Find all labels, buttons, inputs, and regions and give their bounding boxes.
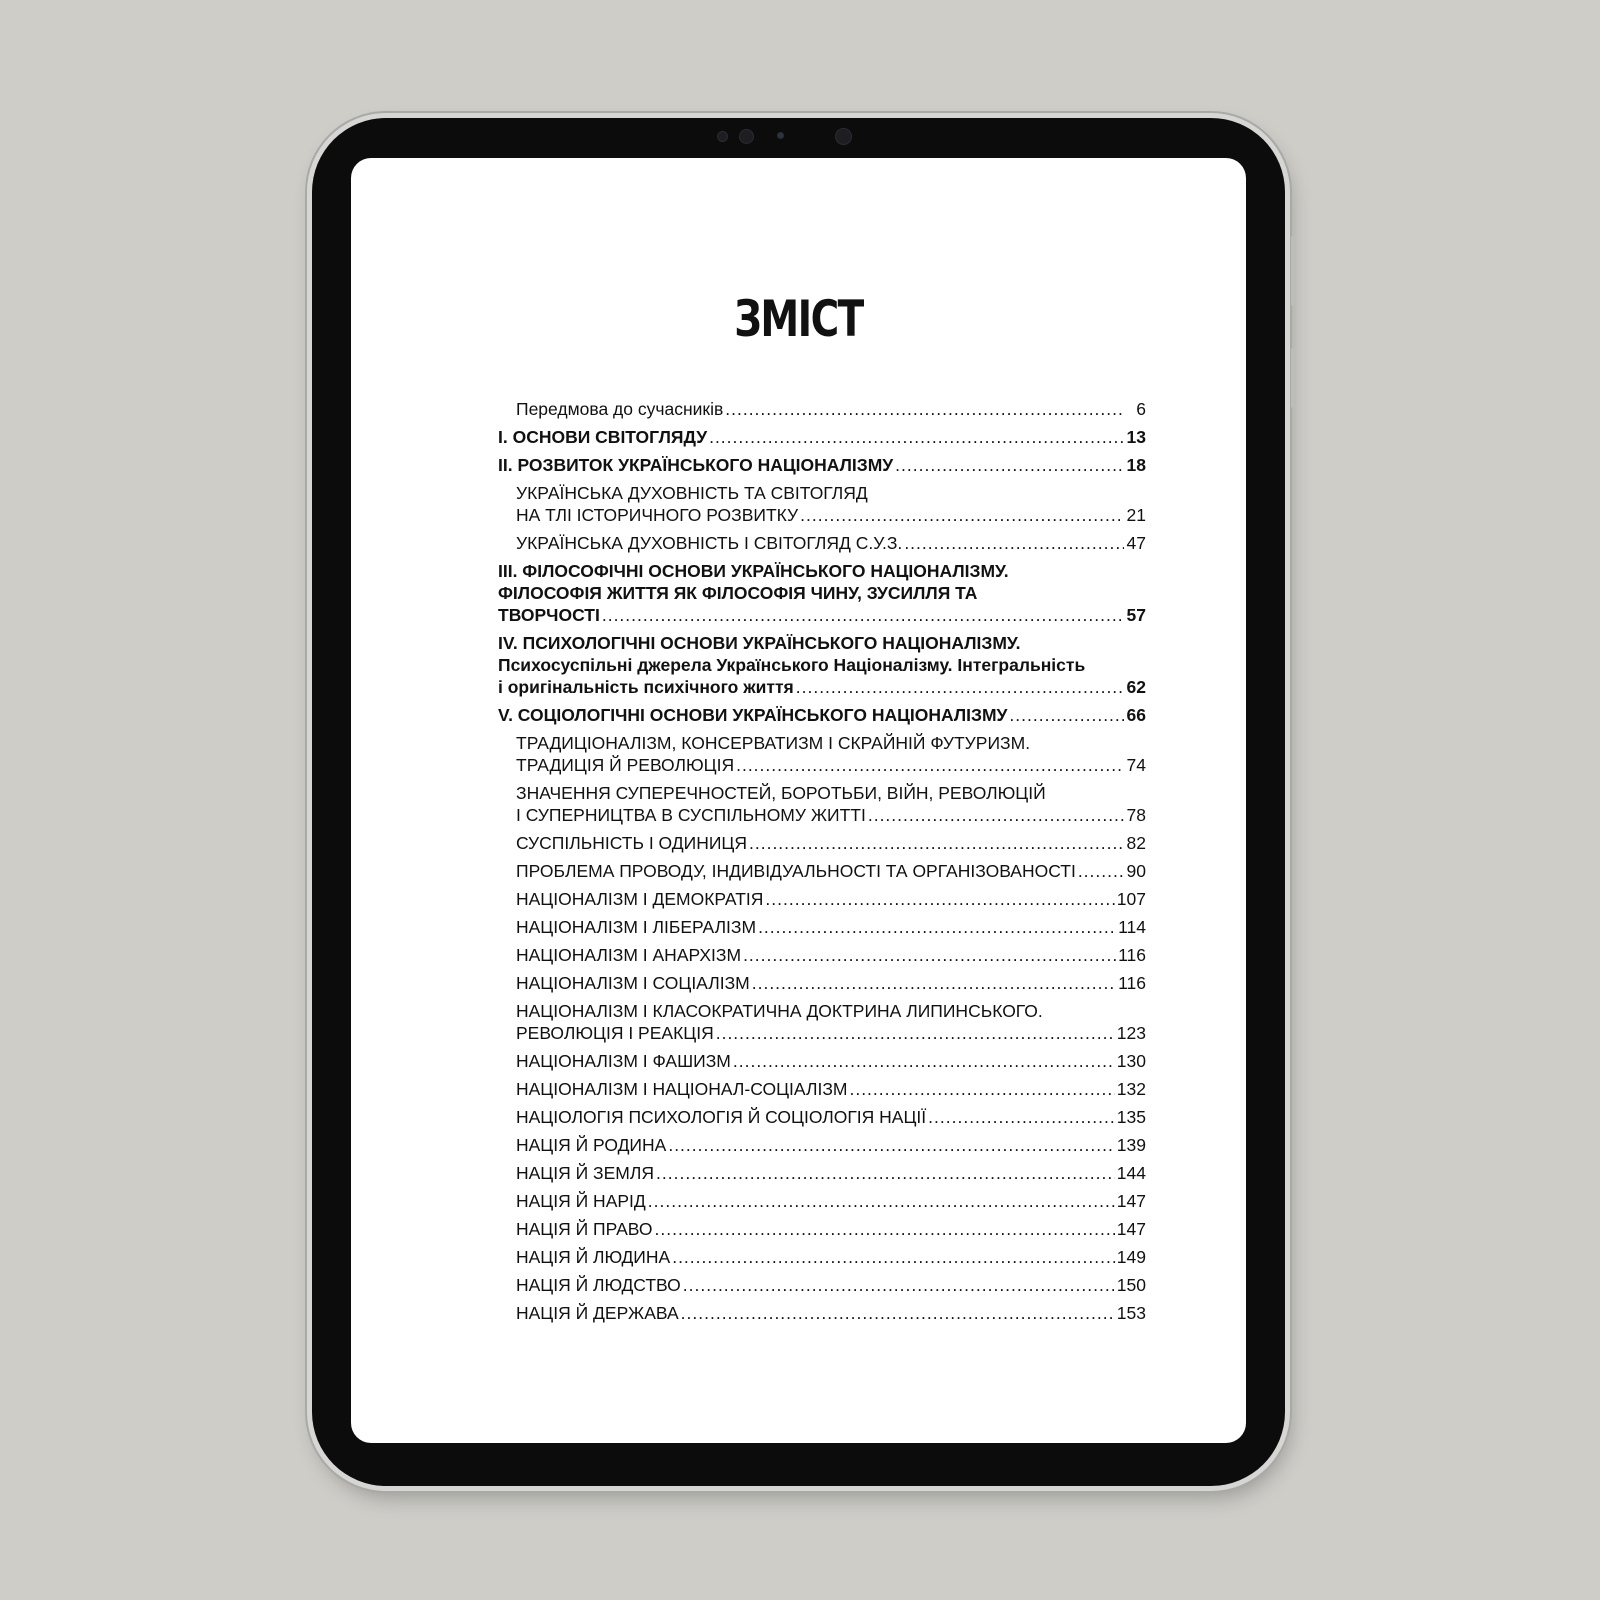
dot-leader xyxy=(1078,860,1124,882)
toc-page-number: 116 xyxy=(1118,973,1146,993)
toc-entry-title: НАЦІЯ Й НАРІД xyxy=(516,1191,646,1211)
dot-leader xyxy=(1009,704,1124,726)
dot-leader xyxy=(733,1050,1115,1072)
toc-entry-title: НА ТЛІ ІСТОРИЧНОГО РОЗВИТКУ xyxy=(516,505,799,525)
toc-entry-title: СУСПІЛЬНІСТЬ І ОДИНИЦЯ xyxy=(516,833,747,853)
toc-entry-title: НАЦІОНАЛІЗМ І АНАРХІЗМ xyxy=(516,945,742,965)
sensor-icon xyxy=(739,129,754,144)
toc-entry-title: ПРОБЛЕМА ПРОВОДУ, ІНДИВІДУАЛЬНОСТІ ТА ОРГАНІЗОВАНОСТІ xyxy=(516,861,1076,881)
dot-leader xyxy=(725,398,1124,420)
dot-leader xyxy=(681,1302,1115,1324)
tablet-screen xyxy=(351,158,1246,1443)
page-title: ЗМІСТ xyxy=(734,290,863,348)
toc-entry[interactable] xyxy=(498,944,1146,966)
power-button xyxy=(1291,236,1296,306)
toc-entry-line: Психосуспільні джерела Українського Націоналізму. Інтегральність xyxy=(498,655,1086,675)
toc-entry-title: НАЦІОНАЛІЗМ І ДЕМОКРАТІЯ xyxy=(516,889,764,909)
toc-entry-title: НАЦІЯ Й РОДИНА xyxy=(516,1135,667,1155)
camera-icon xyxy=(835,128,852,145)
toc-page-number: 149 xyxy=(1116,1247,1146,1267)
dot-leader xyxy=(800,504,1124,526)
toc-entry-title: НАЦІОНАЛІЗМ І ЛІБЕРАЛІЗМ xyxy=(516,917,757,937)
toc-entry[interactable] xyxy=(498,454,1146,476)
toc-entry-title: НАЦІЯ Й ДЕРЖАВА xyxy=(516,1303,679,1323)
toc-entry-last-line xyxy=(516,1134,1146,1156)
toc-entry-last-line xyxy=(516,832,1146,854)
toc-page-number: 47 xyxy=(1126,533,1146,553)
toc-entry[interactable] xyxy=(498,426,1146,448)
toc-entry-line: УКРАЇНСЬКА ДУХОВНІСТЬ ТА СВІТОГЛЯД xyxy=(516,483,868,503)
toc-entry-last-line xyxy=(516,504,1146,526)
dot-leader xyxy=(683,1274,1115,1296)
toc-entry-title: НАЦІЯ Й ПРАВО xyxy=(516,1219,653,1239)
toc-entry-last-line xyxy=(516,1022,1146,1044)
toc-entry-last-line xyxy=(516,972,1146,994)
toc-entry[interactable] xyxy=(498,1000,1146,1044)
toc-entry[interactable] xyxy=(498,832,1146,854)
toc-page-number: 150 xyxy=(1116,1275,1146,1295)
toc-entry-last-line xyxy=(516,1190,1146,1212)
toc-page-number: 74 xyxy=(1126,755,1146,775)
toc-entry-title: НАЦІОНАЛІЗМ І НАЦІОНАЛ-СОЦІАЛІЗМ xyxy=(516,1079,848,1099)
toc-entry[interactable] xyxy=(498,782,1146,826)
toc-entry-title: ТРАДИЦІЯ Й РЕВОЛЮЦІЯ xyxy=(516,755,735,775)
toc-page-number: 82 xyxy=(1126,833,1146,853)
toc-entry-title: Передмова до сучасників xyxy=(516,399,724,419)
volume-button xyxy=(1291,348,1296,408)
toc-page-number: 132 xyxy=(1116,1079,1146,1099)
toc-page-number: 13 xyxy=(1126,427,1146,447)
toc-entry[interactable] xyxy=(498,972,1146,994)
toc-entry-title: І. ОСНОВИ СВІТОГЛЯДУ xyxy=(498,427,708,447)
dot-leader xyxy=(668,1134,1114,1156)
toc-page-number: 144 xyxy=(1116,1163,1146,1183)
dot-leader xyxy=(655,1218,1115,1240)
toc-entry[interactable] xyxy=(498,1050,1146,1072)
toc-entry-title: НАЦІЯ Й ЛЮДСТВО xyxy=(516,1275,681,1295)
toc-entry-line: НАЦІОНАЛІЗМ І КЛАСОКРАТИЧНА ДОКТРИНА ЛИПИНСЬКОГО. xyxy=(516,1001,1043,1021)
toc-entry-title: УКРАЇНСЬКА ДУХОВНІСТЬ І СВІТОГЛЯД С.У.З. xyxy=(516,533,903,553)
toc-entry-title: ТВОРЧОСТІ xyxy=(498,605,600,625)
dot-leader xyxy=(709,426,1124,448)
toc-entry-last-line xyxy=(516,804,1146,826)
toc-entry-last-line xyxy=(516,1218,1146,1240)
toc-entry[interactable] xyxy=(498,1162,1146,1184)
toc-entry-last-line xyxy=(516,860,1146,882)
toc-page-number: 123 xyxy=(1116,1023,1146,1043)
toc-entry[interactable] xyxy=(498,888,1146,910)
toc-entry-last-line xyxy=(498,454,1146,476)
toc-entry-title: НАЦІЯ Й ЗЕМЛЯ xyxy=(516,1163,655,1183)
toc-entry[interactable] xyxy=(498,1190,1146,1212)
toc-entry-last-line xyxy=(516,1302,1146,1324)
dot-leader xyxy=(868,804,1124,826)
toc-entry-line: ІІІ. ФІЛОСОФІЧНІ ОСНОВИ УКРАЇНСЬКОГО НАЦІОНАЛІЗМУ. xyxy=(498,561,1009,581)
toc-page-number: 147 xyxy=(1116,1219,1146,1239)
dot-leader xyxy=(648,1190,1115,1212)
toc-entry-title: НАЦІОНАЛІЗМ І ФАШИЗМ xyxy=(516,1051,731,1071)
toc-entry-title: і оригінальність психічного життя xyxy=(498,677,794,697)
toc-entry-title: РЕВОЛЮЦІЯ І РЕАКЦІЯ xyxy=(516,1023,714,1043)
toc-entry-line: ЗНАЧЕННЯ СУПЕРЕЧНОСТЕЙ, БОРОТЬБИ, ВІЙН, РЕВОЛЮЦІЙ xyxy=(516,783,1046,803)
toc-page-number: 66 xyxy=(1126,705,1146,725)
toc-page-number: 114 xyxy=(1118,917,1146,937)
camera-bar xyxy=(312,127,1285,147)
toc-entry-title: І СУПЕРНИЦТВА В СУСПІЛЬНОМУ ЖИТТІ xyxy=(516,805,866,825)
table-of-contents xyxy=(498,398,1146,1330)
sensor-icon xyxy=(717,131,728,142)
toc-entry-line: ФІЛОСОФІЯ ЖИТТЯ ЯК ФІЛОСОФІЯ ЧИНУ, ЗУСИЛЛЯ ТА xyxy=(498,583,978,603)
dot-leader xyxy=(602,604,1124,626)
toc-entry[interactable] xyxy=(498,482,1146,526)
toc-page-number: 18 xyxy=(1126,455,1146,475)
dot-leader xyxy=(849,1078,1114,1100)
tablet-device xyxy=(312,118,1285,1486)
dot-leader xyxy=(904,532,1124,554)
toc-entry-last-line xyxy=(516,532,1146,554)
toc-entry-line: IV. ПСИХОЛОГІЧНІ ОСНОВИ УКРАЇНСЬКОГО НАЦІОНАЛІЗМУ. xyxy=(498,633,1021,653)
toc-entry-last-line xyxy=(516,754,1146,776)
toc-entry-last-line xyxy=(498,676,1146,698)
dot-leader xyxy=(716,1022,1115,1044)
toc-page-number: 78 xyxy=(1126,805,1146,825)
toc-entry-last-line xyxy=(516,398,1146,420)
toc-entry[interactable] xyxy=(498,1106,1146,1128)
camera-lens-icon xyxy=(777,132,784,139)
toc-page-number: 107 xyxy=(1116,889,1146,909)
dot-leader xyxy=(656,1162,1115,1184)
toc-page-number: 57 xyxy=(1126,605,1146,625)
toc-entry-last-line xyxy=(516,916,1146,938)
toc-page-number: 116 xyxy=(1118,945,1146,965)
toc-page-number: 153 xyxy=(1116,1303,1146,1323)
toc-entry-title: НАЦІЯ Й ЛЮДИНА xyxy=(516,1247,671,1267)
toc-entry-last-line xyxy=(498,704,1146,726)
toc-page-number: 147 xyxy=(1116,1191,1146,1211)
dot-leader xyxy=(749,832,1124,854)
toc-page-number: 130 xyxy=(1116,1051,1146,1071)
toc-entry[interactable] xyxy=(498,632,1146,698)
toc-page-number: 90 xyxy=(1126,861,1146,881)
toc-entry-last-line xyxy=(516,888,1146,910)
toc-entry-title: НАЦІОНАЛІЗМ І СОЦІАЛІЗМ xyxy=(516,973,750,993)
toc-entry[interactable] xyxy=(498,1302,1146,1324)
dot-leader xyxy=(736,754,1124,776)
toc-entry[interactable] xyxy=(498,732,1146,776)
dot-leader xyxy=(752,972,1116,994)
toc-entry-title: V. СОЦІОЛОГІЧНІ ОСНОВИ УКРАЇНСЬКОГО НАЦІОНАЛІЗМУ xyxy=(498,705,1008,725)
toc-entry-last-line xyxy=(516,1274,1146,1296)
toc-entry-title: ІІ. РОЗВИТОК УКРАЇНСЬКОГО НАЦІОНАЛІЗМУ xyxy=(498,455,894,475)
dot-leader xyxy=(895,454,1124,476)
toc-entry-line: ТРАДИЦІОНАЛІЗМ, КОНСЕРВАТИЗМ І СКРАЙНІЙ ФУТУРИЗМ. xyxy=(516,733,1031,753)
dot-leader xyxy=(758,916,1116,938)
toc-entry-last-line xyxy=(516,1162,1146,1184)
toc-entry-title: НАЦІОЛОГІЯ ПСИХОЛОГІЯ Й СОЦІОЛОГІЯ НАЦІЇ xyxy=(516,1107,927,1127)
toc-entry-last-line xyxy=(516,1078,1146,1100)
dot-leader xyxy=(796,676,1124,698)
toc-entry-last-line xyxy=(498,426,1146,448)
dot-leader xyxy=(743,944,1116,966)
toc-entry-last-line xyxy=(498,604,1146,626)
toc-entry[interactable] xyxy=(498,532,1146,554)
dot-leader xyxy=(765,888,1114,910)
toc-entry[interactable] xyxy=(498,1218,1146,1240)
toc-page-number: 62 xyxy=(1126,677,1146,697)
dot-leader xyxy=(672,1246,1115,1268)
toc-entry[interactable] xyxy=(498,704,1146,726)
toc-page-number: 21 xyxy=(1126,505,1146,525)
toc-entry[interactable] xyxy=(498,1246,1146,1268)
toc-entry[interactable] xyxy=(498,916,1146,938)
toc-page-number: 135 xyxy=(1116,1107,1146,1127)
toc-entry[interactable] xyxy=(498,560,1146,626)
toc-entry-last-line xyxy=(516,944,1146,966)
toc-entry[interactable] xyxy=(498,1274,1146,1296)
toc-page-number: 6 xyxy=(1136,399,1146,419)
dot-leader xyxy=(928,1106,1115,1128)
toc-entry[interactable] xyxy=(498,398,1146,420)
toc-entry-last-line xyxy=(516,1050,1146,1072)
toc-entry-last-line xyxy=(516,1106,1146,1128)
toc-entry-last-line xyxy=(516,1246,1146,1268)
toc-entry[interactable] xyxy=(498,1134,1146,1156)
toc-entry[interactable] xyxy=(498,860,1146,882)
toc-page-number: 139 xyxy=(1116,1135,1146,1155)
toc-entry[interactable] xyxy=(498,1078,1146,1100)
